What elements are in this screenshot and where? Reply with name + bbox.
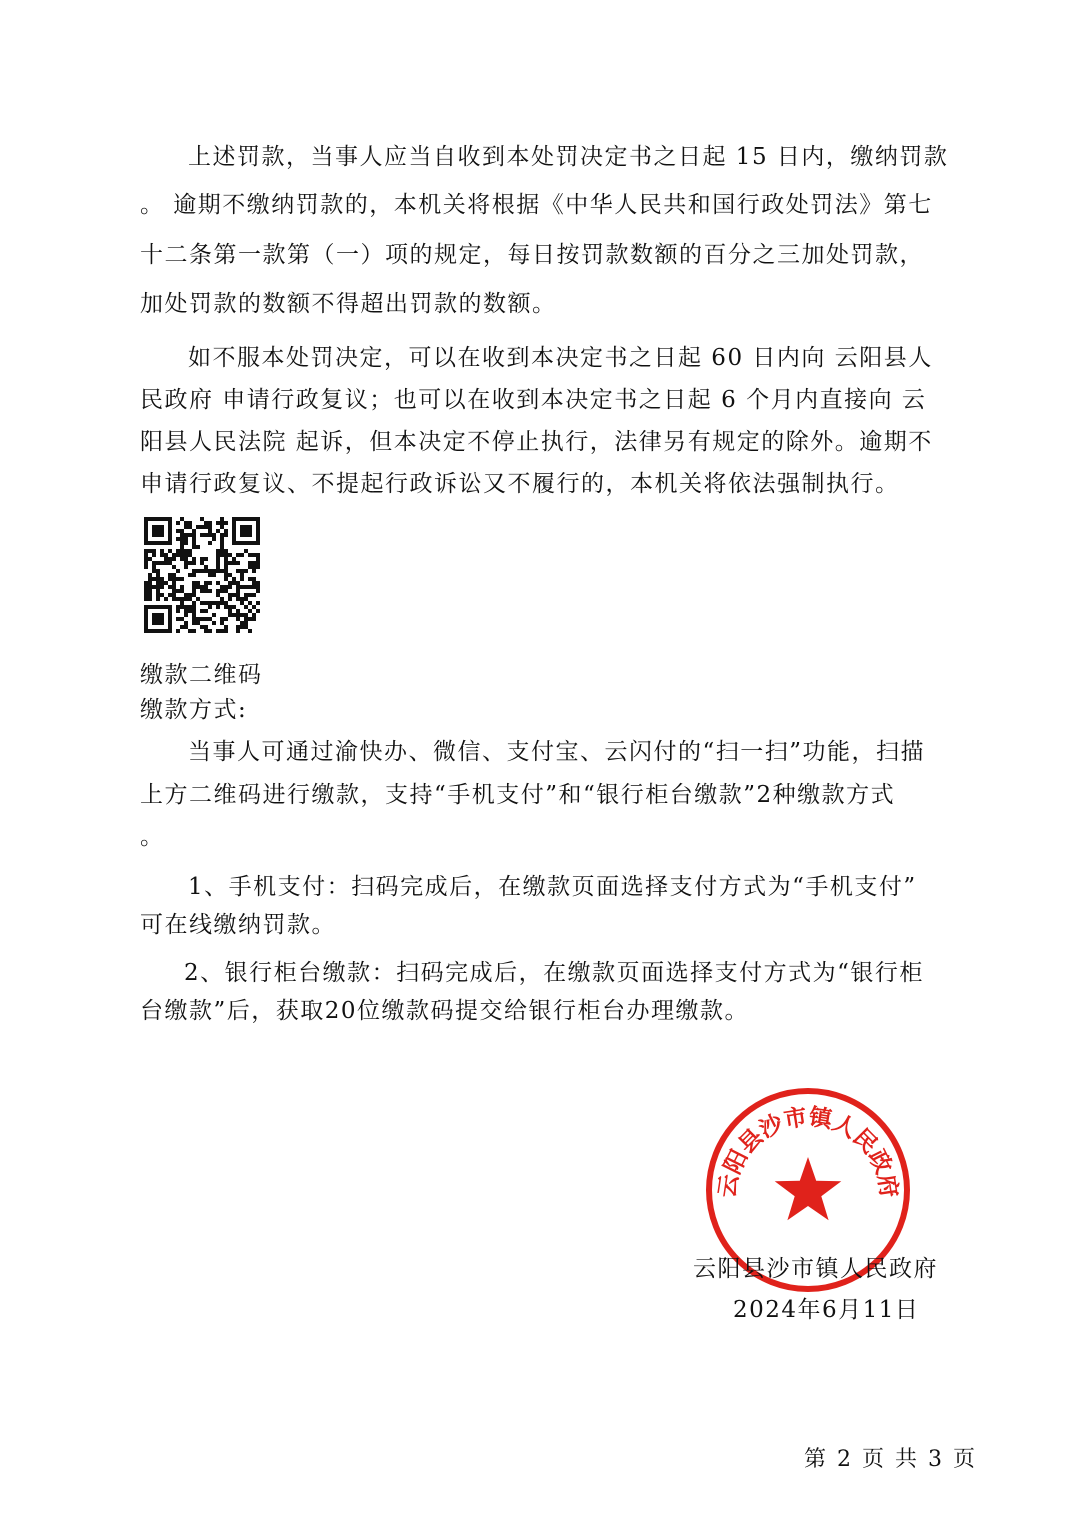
page-number: 第 2 页 共 3 页 xyxy=(804,1447,977,1472)
signing-date: 2024年6月11日 xyxy=(733,1297,920,1323)
appeal-paragraph-line: 阳县人民法院 起诉，但本决定不停止执行，法律另有规定的除外。逾期不 xyxy=(140,429,933,455)
bank-pay-line: 2、银行柜台缴款：扫码完成后，在缴款页面选择支付方式为“银行柜 xyxy=(184,960,924,986)
penalty-paragraph-line: 上述罚款，当事人应当自收到本处罚决定书之日起 15 日内，缴纳罚款 xyxy=(188,144,949,170)
bank-pay-line: 台缴款”后，获取20位缴款码提交给银行柜台办理缴款。 xyxy=(140,998,750,1024)
penalty-paragraph-line: 加处罚款的数额不得超出罚款的数额。 xyxy=(140,291,557,317)
penalty-paragraph-line: 十二条第一款第（一）项的规定，每日按罚款数额的百分之三加处罚款， xyxy=(140,242,924,268)
seal-text: 云阳县沙市镇人民政府 xyxy=(714,1104,902,1200)
qr-caption: 缴款二维码 xyxy=(140,662,263,688)
penalty-paragraph-line: 。 逾期不缴纳罚款的，本机关将根据《中华人民共和国行政处罚法》第七 xyxy=(140,192,933,218)
payment-qr-code[interactable] xyxy=(144,517,260,633)
payment-paragraph-line: 上方二维码进行缴款，支持“手机支付”和“银行柜台缴款”2种缴款方式 xyxy=(140,782,896,808)
mobile-pay-line: 可在线缴纳罚款。 xyxy=(140,912,336,938)
payment-heading: 缴款方式: xyxy=(140,697,248,723)
appeal-paragraph-line: 民政府 申请行政复议；也可以在收到本决定书之日起 6 个月内直接向 云 xyxy=(140,387,927,413)
seal-star xyxy=(775,1157,842,1220)
payment-paragraph-line: 当事人可通过渝快办、微信、支付宝、云闪付的“扫一扫”功能，扫描 xyxy=(188,739,926,765)
appeal-paragraph-line: 申请行政复议、不提起行政诉讼又不履行的，本机关将依法强制执行。 xyxy=(140,471,900,497)
appeal-paragraph-line: 如不服本处罚决定，可以在收到本决定书之日起 60 日内向 云阳县人 xyxy=(188,345,933,371)
mobile-pay-line: 1、手机支付：扫码完成后，在缴款页面选择支付方式为“手机支付” xyxy=(188,874,917,900)
payment-paragraph-line: 。 xyxy=(140,824,165,850)
signing-organization: 云阳县沙市镇人民政府 xyxy=(693,1256,938,1282)
